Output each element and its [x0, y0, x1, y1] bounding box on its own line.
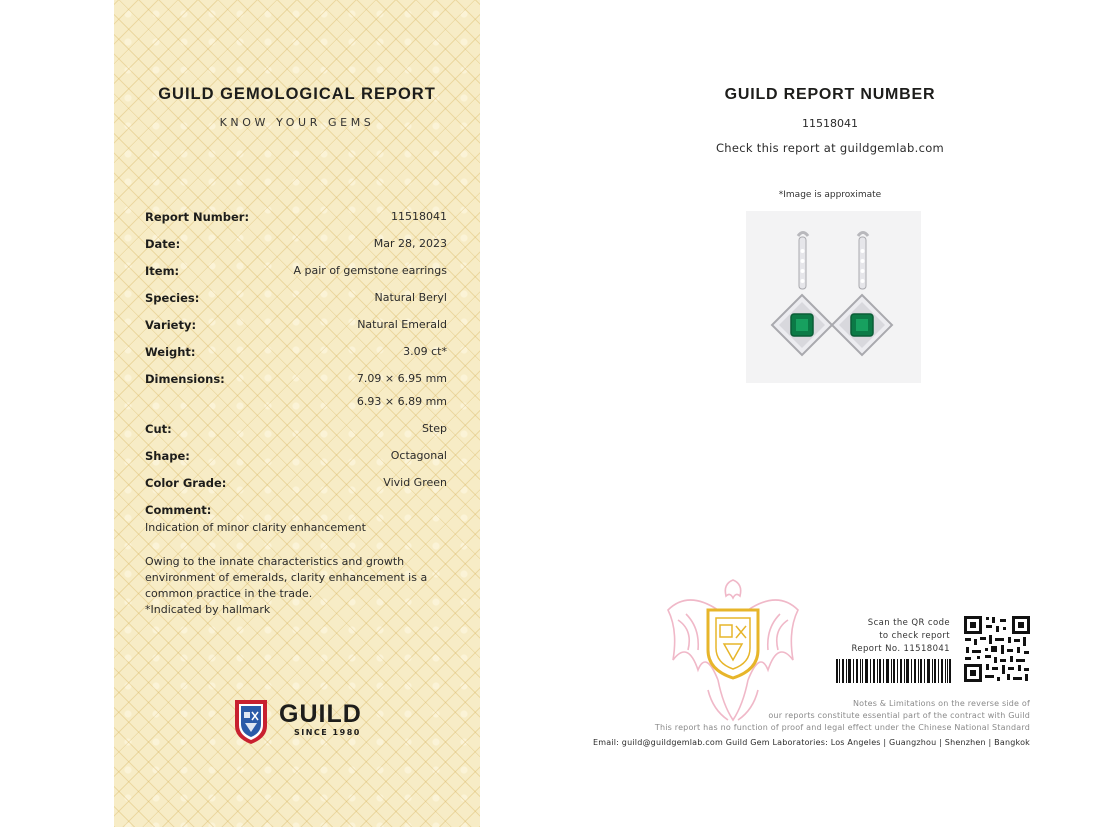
field-label: Comment: [145, 503, 212, 517]
earrings-photo [746, 211, 921, 383]
guild-emblem-icon [658, 570, 808, 730]
report-subtitle: KNOW YOUR GEMS [219, 116, 375, 129]
field-value: 3.09 ct* [403, 345, 447, 358]
barcode-icon [836, 659, 951, 683]
footer-contract: our reports constitute essential part of the contract with Guild [768, 711, 1030, 720]
field-shape [145, 448, 447, 475]
field-report-number [145, 209, 447, 236]
qr-code-icon[interactable] [963, 615, 1031, 683]
scan-qr-text: Scan the QR code [867, 618, 950, 628]
guild-logo-since: SINCE 1980 [294, 728, 361, 737]
field-label: Variety: [145, 318, 197, 332]
guild-shield-icon [232, 696, 270, 746]
field-value: 7.09 × 6.95 mm [356, 372, 447, 385]
field-label: Shape: [145, 449, 190, 463]
field-color-grade [145, 475, 447, 502]
field-date [145, 236, 447, 263]
report-no-text: Report No. 11518041 [851, 644, 950, 654]
image-approx-note: *Image is approximate [778, 190, 882, 200]
field-label: Report Number: [145, 210, 250, 224]
check-report-text: to check report [879, 631, 950, 641]
guild-logo-word: GUILD [279, 700, 362, 728]
field-variety [145, 317, 447, 344]
emerald-earrings-image [746, 211, 921, 383]
field-label: Species: [145, 291, 200, 305]
field-label: Weight: [145, 345, 196, 359]
field-label: Color Grade: [145, 476, 227, 490]
report-number-heading: GUILD REPORT NUMBER [724, 86, 936, 103]
field-value: Octagonal [390, 449, 447, 462]
field-label: Item: [145, 264, 180, 278]
field-dimensions [145, 371, 447, 394]
note-line: Owing to the innate characteristics and growth [145, 555, 405, 568]
note-line: common practice in the trade. [145, 587, 313, 600]
footer-contact: Email: guild@guildgemlab.com Guild Gem Laboratories: Los Angeles | Guangzhou | Shenzhen | Bangkok [592, 738, 1030, 747]
field-value: Mar 28, 2023 [373, 237, 447, 250]
comment-text: Indication of minor clarity enhancement [145, 521, 366, 534]
report-left-panel [114, 0, 480, 827]
verify-link-text[interactable]: Check this report at guildgemlab.com [715, 141, 945, 155]
field-value: Vivid Green [383, 476, 447, 489]
field-cut [145, 421, 447, 448]
report-number-value: 11518041 [802, 117, 858, 130]
field-value: 11518041 [391, 210, 447, 223]
field-value: 6.93 × 6.89 mm [356, 395, 447, 408]
field-label: Date: [145, 237, 181, 251]
field-label: Dimensions: [145, 372, 225, 386]
field-value: Natural Emerald [357, 318, 447, 331]
field-value: Natural Beryl [374, 291, 447, 304]
note-line: *Indicated by hallmark [145, 603, 271, 616]
field-item [145, 263, 447, 290]
treatment-note [145, 554, 445, 618]
footer-notes: Notes & Limitations on the reverse side of [852, 699, 1030, 708]
guild-logo [232, 696, 372, 746]
field-dimensions-second [145, 394, 447, 421]
field-label: Cut: [145, 422, 172, 436]
report-fields [145, 209, 447, 529]
note-line: environment of emeralds, clarity enhancement is a [145, 571, 428, 584]
field-weight [145, 344, 447, 371]
report-title: GUILD GEMOLOGICAL REPORT [158, 85, 436, 103]
footer-disclaimer: This report has no function of proof and legal effect under the Chinese National Standard [654, 723, 1030, 732]
field-value: Step [421, 422, 447, 435]
field-species [145, 290, 447, 317]
field-value: A pair of gemstone earrings [293, 264, 447, 277]
